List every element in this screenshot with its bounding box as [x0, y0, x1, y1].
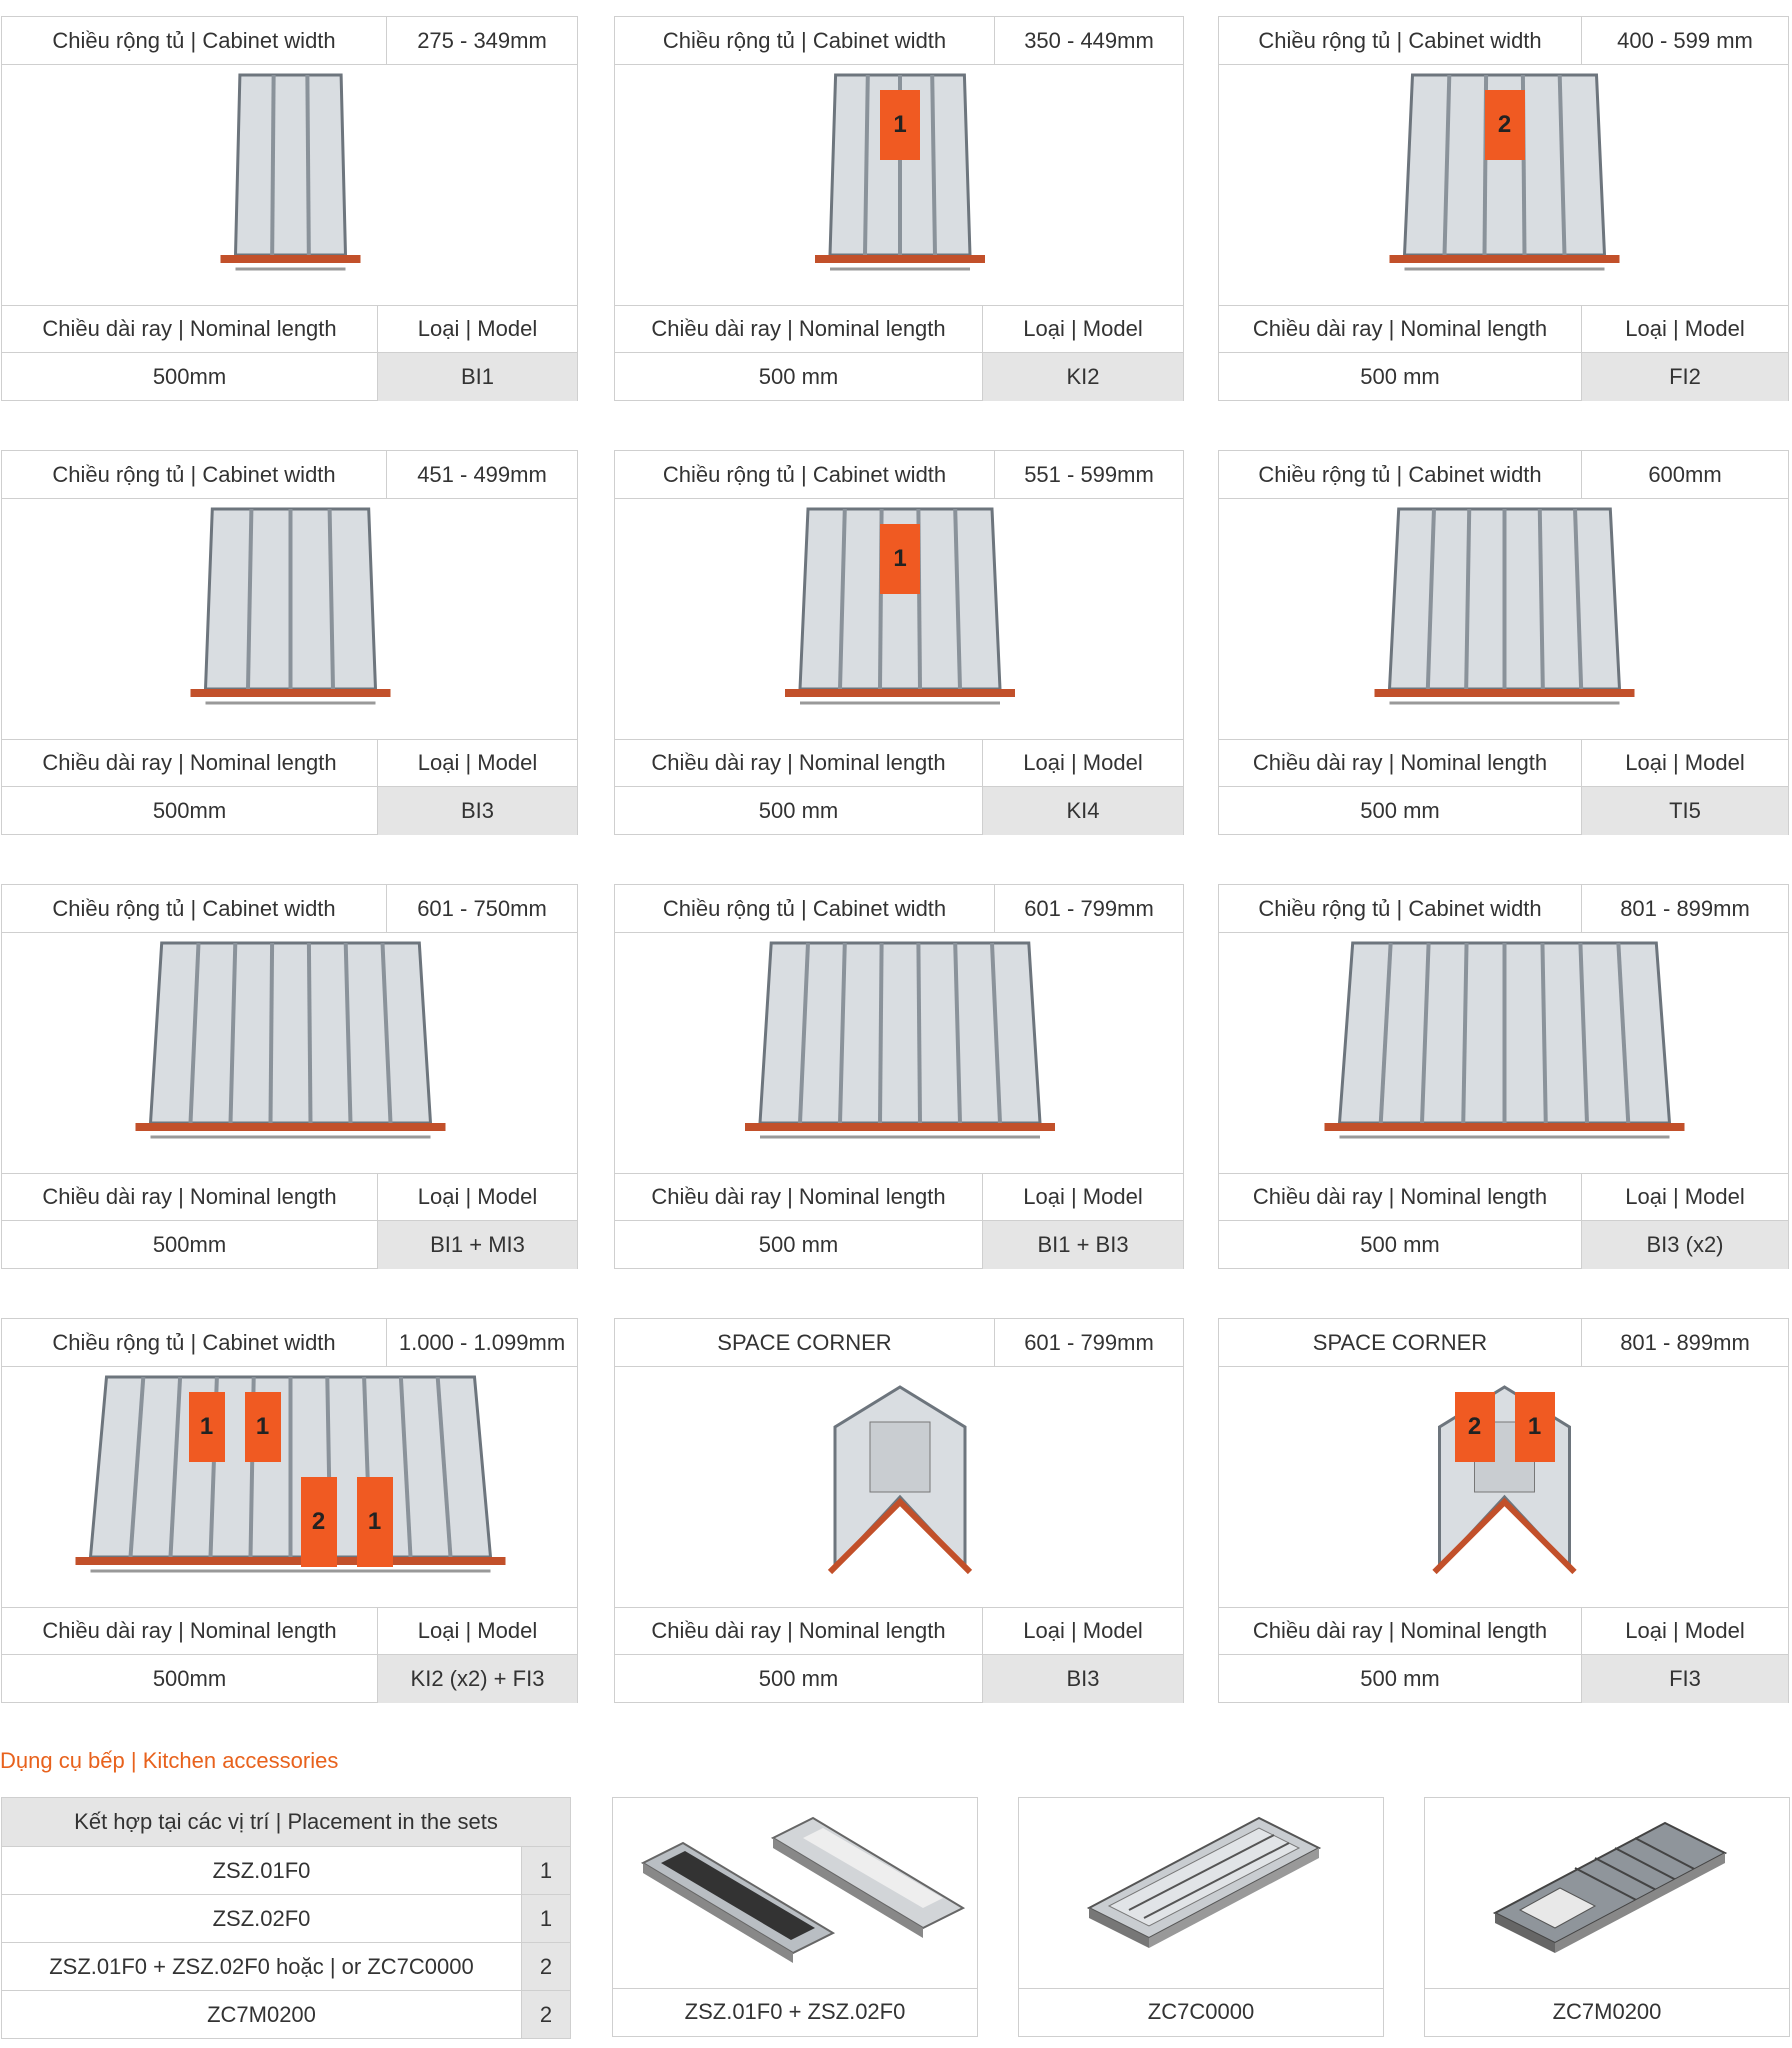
length-value: 500 mm: [615, 787, 983, 835]
section-title: Dụng cụ bếp | Kitchen accessories: [0, 1748, 339, 1773]
model-value: FI3: [1582, 1655, 1788, 1703]
placement-table: [1, 1797, 571, 2039]
model-value: KI2 (x2) + FI3: [378, 1655, 577, 1703]
value-row: [1219, 1655, 1788, 1703]
width-row: [1219, 1319, 1788, 1367]
drawer-image: [1219, 65, 1788, 306]
width-value: 601 - 799mm: [1024, 1329, 1154, 1355]
width-row: [615, 885, 1183, 933]
product-card: [1, 1318, 578, 1703]
length-value: 500 mm: [1219, 353, 1582, 401]
width-value: 801 - 899mm: [1620, 895, 1750, 921]
accessory-image: [1019, 1798, 1383, 1989]
width-label: SPACE CORNER: [615, 1319, 995, 1366]
accessory-label: ZSZ.01F0 + ZSZ.02F0: [684, 1999, 906, 2024]
product-card: [614, 1318, 1184, 1703]
model-label: Loại | Model: [1023, 1617, 1143, 1643]
value-row: [2, 1655, 577, 1703]
model-label: Loại | Model: [417, 1617, 538, 1643]
accessory-image: [613, 1798, 977, 1989]
model-value: BI1 + MI3: [378, 1221, 577, 1269]
width-row: [1219, 451, 1788, 499]
accessory-image: [1425, 1798, 1789, 1989]
table-row: [2, 1990, 570, 2038]
length-label: Chiều dài ray | Nominal length: [615, 1173, 983, 1220]
product-card: [1, 16, 578, 401]
placement-name: ZSZ.01F0 + ZSZ.02F0 hoặc | or ZC7C0000: [49, 1953, 474, 1979]
width-label: Chiều rộng tủ | Cabinet width: [615, 451, 995, 498]
length-value: 500mm: [2, 1655, 378, 1703]
width-value: 601 - 750mm: [417, 895, 547, 921]
position-badge: 1: [880, 90, 920, 160]
width-row: [2, 1319, 577, 1367]
position-badge: 1: [880, 524, 920, 594]
length-value: 500 mm: [1219, 787, 1582, 835]
position-badge: 1: [189, 1392, 225, 1462]
position-badge: 2: [1455, 1392, 1495, 1462]
model-value: BI3: [378, 787, 577, 835]
length-value: 500 mm: [615, 1655, 983, 1703]
accessory-card: [1018, 1797, 1384, 2037]
placement-name: ZSZ.02F0: [212, 1905, 311, 1931]
width-label: Chiều rộng tủ | Cabinet width: [1219, 17, 1582, 64]
drawer-image: [615, 499, 1183, 740]
length-value: 500 mm: [615, 1221, 983, 1269]
length-label: Chiều dài ray | Nominal length: [1219, 1607, 1582, 1654]
product-card: [1218, 450, 1789, 835]
product-card: [614, 884, 1184, 1269]
length-label: Chiều dài ray | Nominal length: [1219, 305, 1582, 352]
product-card: [1, 450, 578, 835]
width-label: Chiều rộng tủ | Cabinet width: [1219, 885, 1582, 932]
drawer-image: [615, 933, 1183, 1174]
drawer-image: [615, 65, 1183, 306]
length-label: Chiều dài ray | Nominal length: [2, 1173, 378, 1220]
accessory-card: [1424, 1797, 1790, 2037]
drawer-image: [2, 1367, 577, 1608]
length-label: Chiều dài ray | Nominal length: [2, 739, 378, 786]
length-label: Chiều dài ray | Nominal length: [1219, 739, 1582, 786]
position-badge: 2: [1485, 90, 1525, 160]
width-value: 350 - 449mm: [1024, 27, 1154, 53]
width-row: [615, 17, 1183, 65]
model-value: BI1 + BI3: [983, 1221, 1183, 1269]
width-value: 801 - 899mm: [1620, 1329, 1750, 1355]
model-value: KI2: [983, 353, 1183, 401]
drawer-image: [1219, 499, 1788, 740]
length-label: Chiều dài ray | Nominal length: [615, 1607, 983, 1654]
position-badge: 1: [1515, 1392, 1555, 1462]
length-label: Chiều dài ray | Nominal length: [615, 739, 983, 786]
drawer-image: [1219, 933, 1788, 1174]
value-row: [1219, 1221, 1788, 1269]
model-label: Loại | Model: [417, 315, 538, 341]
model-label: Loại | Model: [1023, 315, 1143, 341]
width-label: Chiều rộng tủ | Cabinet width: [2, 885, 387, 932]
label-row: [1219, 1173, 1788, 1221]
value-row: [1219, 787, 1788, 835]
drawer-image: [2, 933, 577, 1174]
width-label: Chiều rộng tủ | Cabinet width: [615, 17, 995, 64]
placement-header: Kết hợp tại các vị trí | Placement in the sets: [74, 1809, 498, 1834]
width-row: [2, 451, 577, 499]
width-label: Chiều rộng tủ | Cabinet width: [615, 885, 995, 932]
product-card: [1218, 1318, 1789, 1703]
model-label: Loại | Model: [1625, 1617, 1745, 1643]
value-row: [2, 1221, 577, 1269]
placement-name: ZC7M0200: [207, 2001, 316, 2027]
model-label: Loại | Model: [1023, 1183, 1143, 1209]
value-row: [615, 1221, 1183, 1269]
width-label: Chiều rộng tủ | Cabinet width: [1219, 451, 1582, 498]
placement-header-row: [2, 1798, 570, 1846]
width-value: 451 - 499mm: [417, 461, 547, 487]
label-row: [615, 739, 1183, 787]
label-row: [2, 1173, 577, 1221]
model-label: Loại | Model: [417, 749, 538, 775]
width-label: Chiều rộng tủ | Cabinet width: [2, 17, 387, 64]
length-label: Chiều dài ray | Nominal length: [615, 305, 983, 352]
length-label: Chiều dài ray | Nominal length: [1219, 1173, 1582, 1220]
length-value: 500 mm: [1219, 1655, 1582, 1703]
model-label: Loại | Model: [1625, 315, 1745, 341]
length-label: Chiều dài ray | Nominal length: [2, 305, 378, 352]
value-row: [2, 353, 577, 401]
width-label: Chiều rộng tủ | Cabinet width: [2, 451, 387, 498]
model-value: KI4: [983, 787, 1183, 835]
length-label: Chiều dài ray | Nominal length: [2, 1607, 378, 1654]
label-row: [2, 739, 577, 787]
model-value: TI5: [1582, 787, 1788, 835]
width-row: [2, 17, 577, 65]
drawer-image: [1219, 1367, 1788, 1608]
label-row: [615, 305, 1183, 353]
accessory-card: [612, 1797, 978, 2037]
value-row: [2, 787, 577, 835]
label-row: [1219, 305, 1788, 353]
table-row: [2, 1894, 570, 1942]
placement-number: 2: [521, 1943, 570, 1990]
value-row: [1219, 353, 1788, 401]
length-value: 500mm: [2, 787, 378, 835]
label-row: [1219, 1607, 1788, 1655]
drawer-image: [2, 499, 577, 740]
product-card: [1218, 884, 1789, 1269]
length-value: 500mm: [2, 353, 378, 401]
product-card: [1, 884, 578, 1269]
length-value: 500 mm: [615, 353, 983, 401]
model-value: FI2: [1582, 353, 1788, 401]
table-row: [2, 1846, 570, 1894]
model-value: BI1: [378, 353, 577, 401]
position-badge: 2: [301, 1477, 337, 1567]
drawer-image: [615, 1367, 1183, 1608]
model-label: Loại | Model: [417, 1183, 538, 1209]
position-badge: 1: [357, 1477, 393, 1567]
value-row: [615, 787, 1183, 835]
placement-number: 1: [521, 1847, 570, 1894]
model-label: Loại | Model: [1023, 749, 1143, 775]
width-value: 600mm: [1648, 461, 1722, 487]
product-card: [1218, 16, 1789, 401]
width-value: 275 - 349mm: [417, 27, 547, 53]
width-row: [615, 451, 1183, 499]
label-row: [2, 305, 577, 353]
table-row: [2, 1942, 570, 1990]
position-badge: 1: [245, 1392, 281, 1462]
length-value: 500 mm: [1219, 1221, 1582, 1269]
width-value: 551 - 599mm: [1024, 461, 1154, 487]
width-row: [1219, 17, 1788, 65]
product-card: [614, 16, 1184, 401]
width-label: SPACE CORNER: [1219, 1319, 1582, 1366]
label-row: [1219, 739, 1788, 787]
model-value: BI3: [983, 1655, 1183, 1703]
accessory-label: ZC7M0200: [1552, 1999, 1662, 2024]
placement-name: ZSZ.01F0: [212, 1857, 311, 1883]
width-value: 1.000 - 1.099mm: [398, 1329, 566, 1355]
drawer-image: [2, 65, 577, 306]
length-value: 500mm: [2, 1221, 378, 1269]
width-value: 400 - 599 mm: [1617, 27, 1753, 53]
value-row: [615, 353, 1183, 401]
width-row: [615, 1319, 1183, 1367]
width-value: 601 - 799mm: [1024, 895, 1154, 921]
model-label: Loại | Model: [1625, 749, 1745, 775]
placement-number: 1: [521, 1895, 570, 1942]
product-card: [614, 450, 1184, 835]
model-value: BI3 (x2): [1582, 1221, 1788, 1269]
accessory-label: ZC7C0000: [1147, 1999, 1255, 2024]
value-row: [615, 1655, 1183, 1703]
label-row: [615, 1607, 1183, 1655]
model-label: Loại | Model: [1625, 1183, 1745, 1209]
width-row: [2, 885, 577, 933]
width-label: Chiều rộng tủ | Cabinet width: [2, 1319, 387, 1366]
placement-number: 2: [521, 1991, 570, 2038]
width-row: [1219, 885, 1788, 933]
label-row: [615, 1173, 1183, 1221]
label-row: [2, 1607, 577, 1655]
